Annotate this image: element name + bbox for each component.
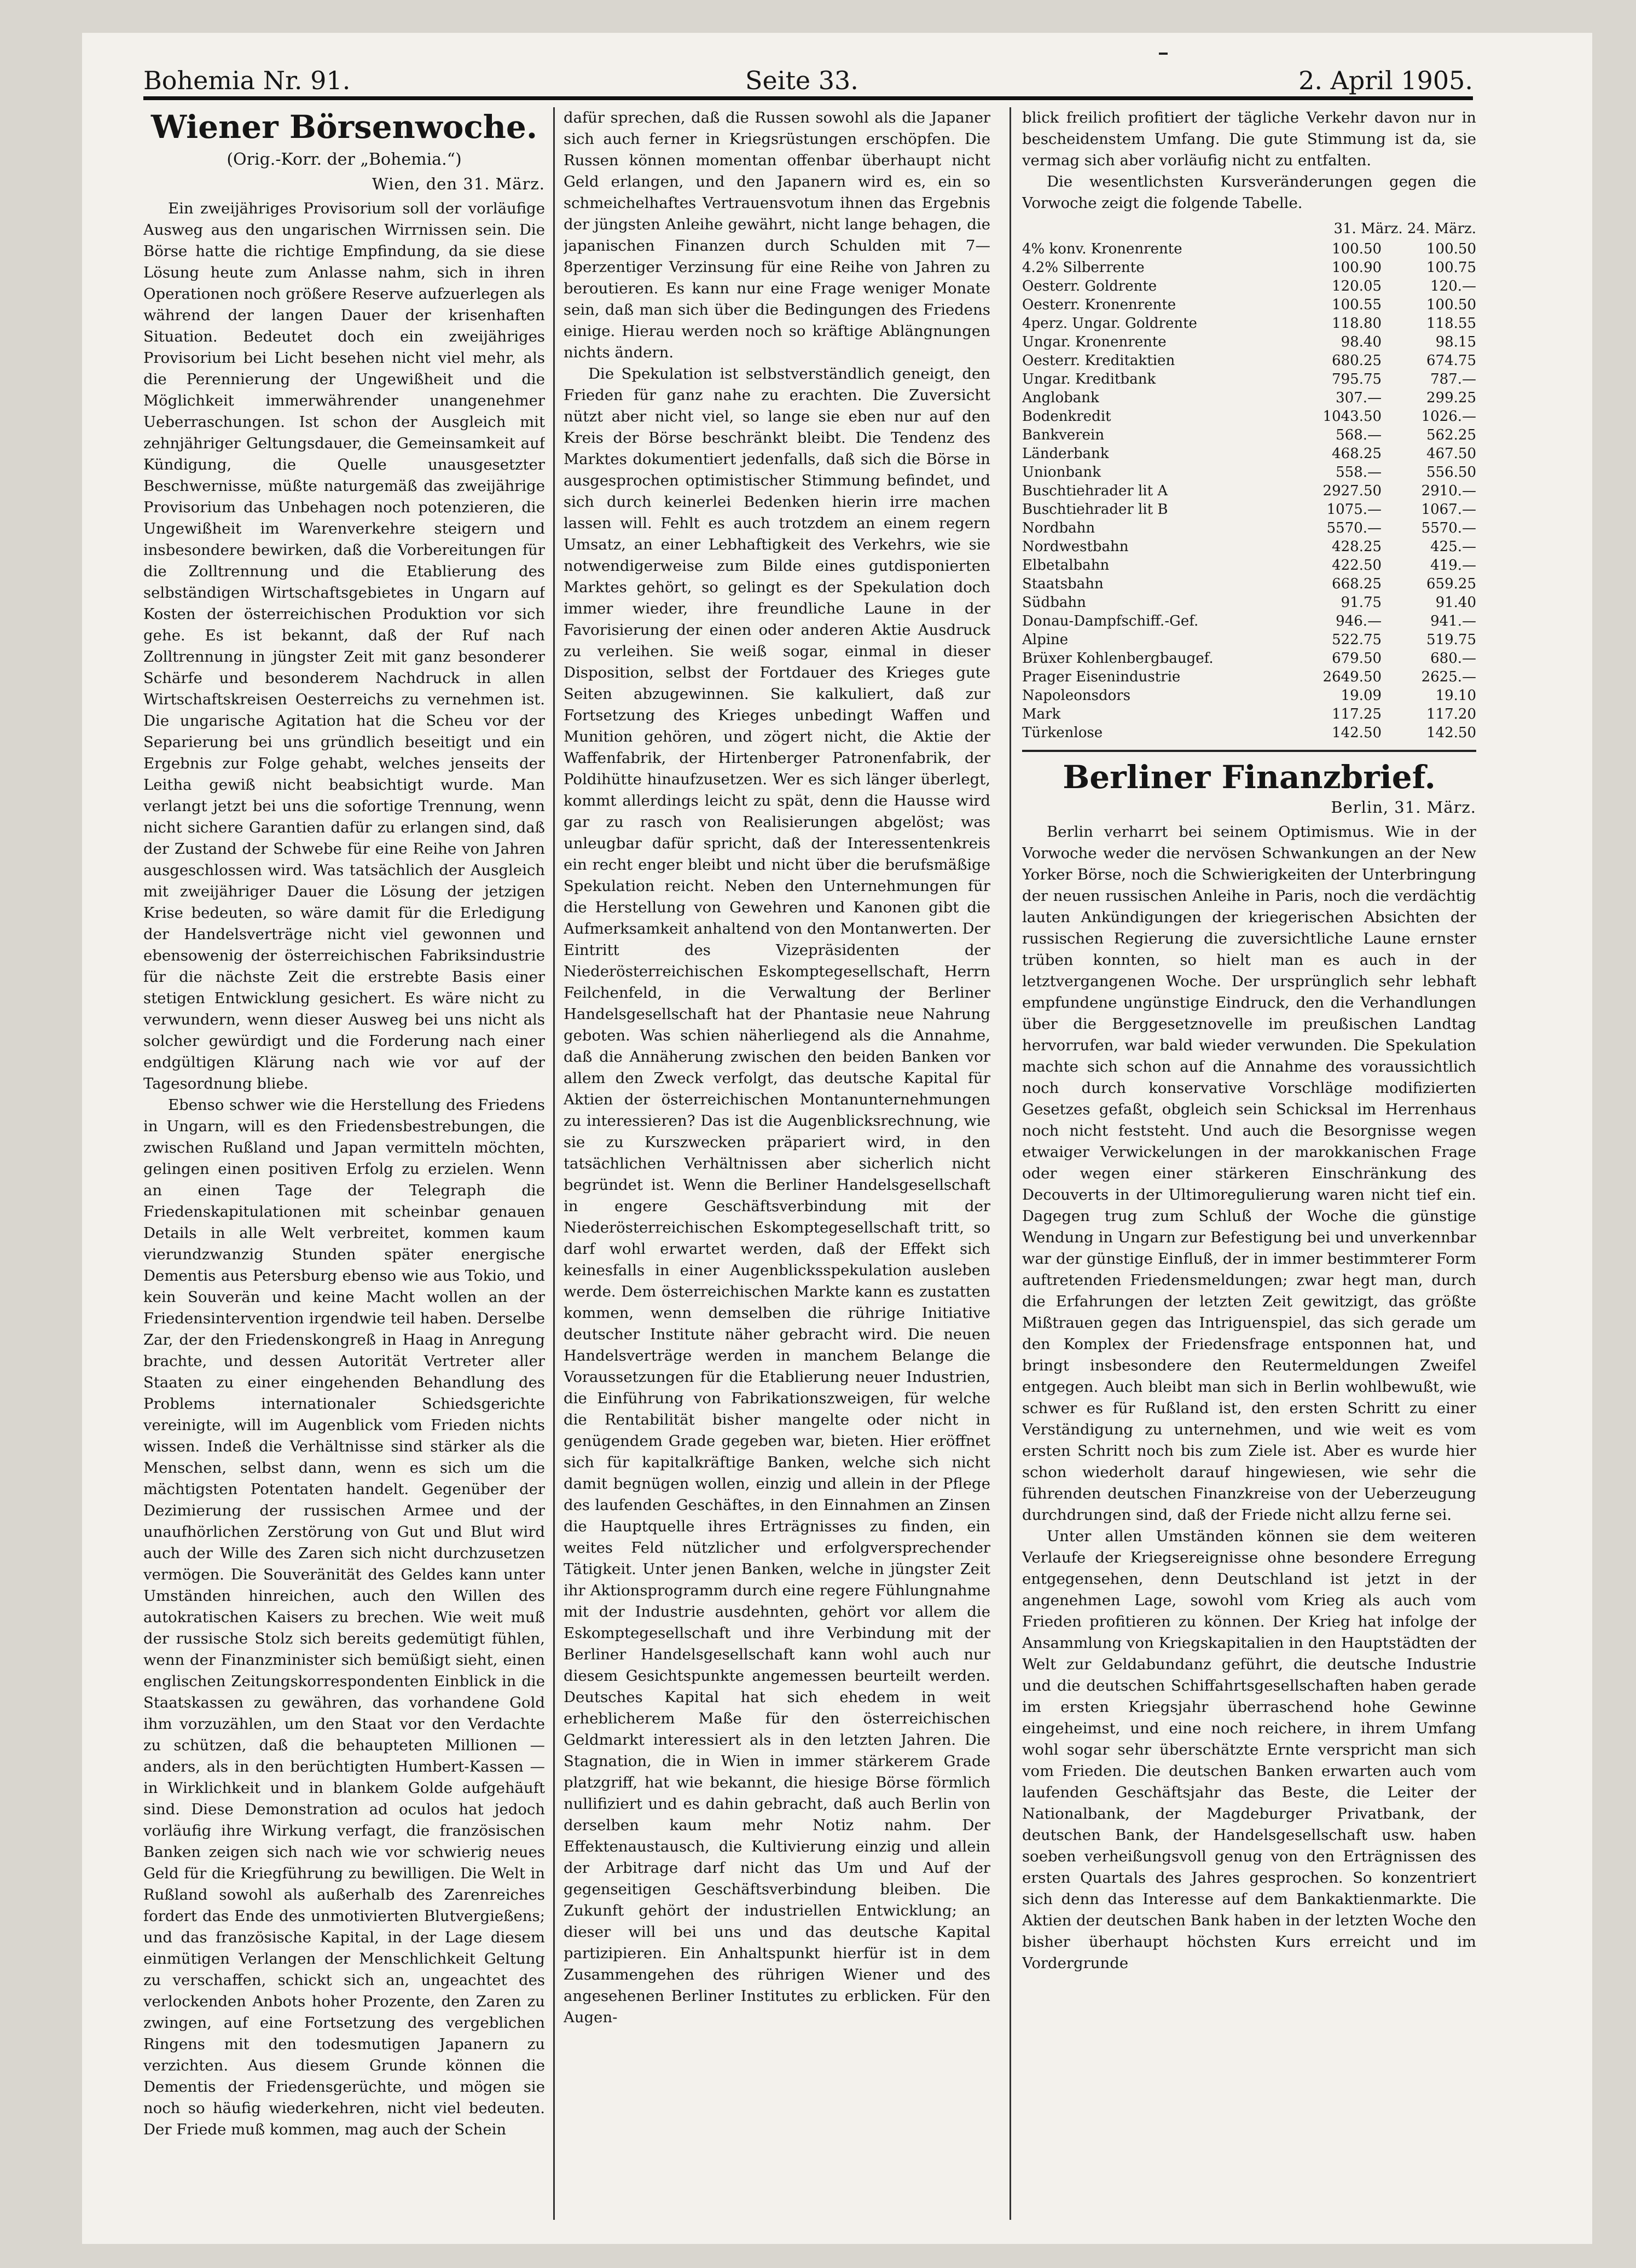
price-24-maerz: 467.50 [1426,445,1476,462]
price-24-maerz: 680.— [1430,650,1476,667]
table-row [1022,258,1476,277]
price-24-maerz: 100.75 [1426,259,1476,276]
column-3 [1022,107,1476,2231]
security-name: Ungar. Kreditbank [1022,371,1156,387]
security-name: 4perz. Ungar. Goldrente [1022,315,1197,332]
page-header [143,61,1473,100]
article-title-berliner: Berliner Finanzbrief. [1063,759,1436,796]
price-24-maerz: 98.15 [1435,334,1476,350]
column-2 [564,107,990,2231]
price-31-maerz: 2927.50 [1322,483,1382,499]
security-name: Prager Eisenindustrie [1022,669,1181,685]
price-24-maerz: 562.25 [1426,427,1476,443]
security-name: Mark [1022,706,1061,722]
article-paragraph: Ein zweijähriges Provisorium soll der vorläufige Ausweg aus den ungarischen Wirrnissen sein. Die Börse hatte die richtige Empfindung, da sie diese Lösung heute zum Anlasse nahm, sich in ihren Operationen noch größere Reserve aufzuerlegen als während der langen Dauer der krisenhaften Situation. Bedeutet doch ein zweijähriges Provisorium bei Licht besehen nicht viel mehr, als die Perennierung der Ungewißheit und die Möglichkeit immerwährender unangenehmer Ueberraschungen. Ist schon der Ausgleich mit zehnjähriger Geltungsdauer, die Gemeinsamkeit auf Kündigung, die Quelle unausgesetzter Beschwernisse, müßte naturgemäß das zweijährige Provisorium das Unbehagen noch potenzieren, die Ungewißheit im Warenverkehre steigern und insbesondere bewirken, daß die Vorbereitungen für die Zolltrennung und die Etablierung des selbständigen Wirtschaftsgebietes in Ungarn auf Kosten der österreichischen Produktion vor sich gehe. Es ist bekannt, daß der Ruf nach Zolltrennung in jüngster Zeit mit ganz besonderer Schärfe und besonderem Nachdruck in allen Wirtschaftskreisen Oesterreichs zu vernehmen ist. Die ungarische Agitation hat die Scheu vor der Separierung bei uns gründlich beseitigt und ein Ergebnis zur Folge gehabt, welches jenseits der Leitha gewiß nicht beabsichtigt wurde. Man verlangt jetzt bei uns die sofortige Trennung, wenn nicht sichere Garantien dafür zu erlangen sind, daß der Zustand der Schwebe für eine Reihe von Jahren ausgeschlossen wird. Was tatsächlich der Ausgleich mit zweijähriger Dauer die Lösung der jetzigen Krise bedeuten, so wäre damit für die Erledigung der Handelsverträge nicht viel gewonnen und ebensowenig der österreichischen Fabriksindustrie für die nächste Zeit die erstrebte Basis einer stetigen Entwicklung gesichert. Es wäre nicht zu verwundern, wenn dieser Ausweg bei uns nicht als solcher gewürdigt und die Forderung nach einer endgültigen Klärung nach wie vor auf der Tagesordnung bliebe. [143,200,545,1092]
article-subtitle: (Orig.-Korr. der „Bohemia.“) [227,150,462,169]
table-row [1022,556,1476,575]
price-24-maerz: 299.25 [1426,390,1476,406]
security-name: Bankverein [1022,427,1105,443]
security-name: 4.2% Silberrente [1022,259,1145,276]
table-row [1022,240,1476,258]
table-row [1022,296,1476,314]
column-1 [143,107,545,2231]
price-31-maerz: 795.75 [1332,371,1382,387]
table-row [1022,407,1476,426]
price-31-maerz: 307.— [1336,390,1382,406]
price-24-maerz: 5570.— [1421,520,1476,536]
table-row [1022,612,1476,630]
article-paragraph: dafür sprechen, daß die Russen sowohl als die Japaner sich auch ferner in Kriegsrüstungen erschöpfen. Die Russen können momentan offenbar überhaupt nicht Geld erlangen, und den Japanern wird es, ein so schmeichelhaftes Vertrauensvotum ihnen das Ergebnis der jüngsten Anleihe gewährt, nicht lange behagen, die japanischen Finanzen durch Schulden mit 7—8perzentiger Verzinsung für eine Reihe von Jahren zu beroutieren. Es kann nur eine Frage weniger Monate sein, daß man sich über die Bedingungen des Friedens einige. Hierau werden noch so kräftige Ablängnungen nichts ändern. [564,109,990,361]
table-row [1022,370,1476,389]
security-name: Ungar. Kronenrente [1022,334,1167,350]
price-31-maerz: 679.50 [1332,650,1382,667]
price-31-maerz: 2649.50 [1322,669,1382,685]
price-24-maerz: 118.55 [1426,315,1476,332]
price-31-maerz: 19.09 [1341,687,1382,704]
table-row [1022,649,1476,668]
article-dateline: Wien, den 31. März. [372,175,545,193]
price-24-maerz: 556.50 [1426,464,1476,481]
price-24-maerz: 674.75 [1426,352,1476,369]
price-24-maerz: 1026.— [1421,408,1476,425]
price-31-maerz: 680.25 [1332,352,1382,369]
table-row [1022,686,1476,705]
price-24-maerz: 1067.— [1421,501,1476,518]
price-31-maerz: 568.— [1336,427,1382,443]
article-paragraph: Berlin verharrt bei seinem Optimismus. Wie in der Vorwoche weder die nervösen Schwankungen an der New Yorker Börse, noch die Schwierigkeiten der Unterbringung der neuen russischen Anleihe in Paris, noch die verdächtig lauten Ankündigungen der kriegerischen Absichten der russischen Regierung die zuversichtliche Laune ernster trüben konnten, so hielt man es auch in der letztvergangenen Woche. Der ursprünglich sehr lebhaft empfundene ungünstige Eindruck, den die Verhandlungen über die Berggesetznovelle im preußischen Landtag hervorrufen, war bald wieder verwunden. Die Spekulation machte sich schon auf die Annahme des voraussichtlich noch durch konservative Vorschläge modifizierten Gesetzes gefaßt, obgleich sein Schicksal im Herrenhaus noch nicht feststeht. Und auch die Besorgnisse wegen etwaiger Verwickelungen in der marokkanischen Frage oder wegen einer stärkeren Einschränkung des Decouverts in der Ultimoregulierung waren nicht tief ein. Dagegen trug zum Schluß der Woche die günstige Wendung in Ungarn zur Befestigung bei und unverkennbar war der günstige Einfluß, der in immer bestimmterer Form auftretenden Friedensmeldungen; zwar hegt man, durch die Erfahrungen der letzten Zeit gewitzigt, das größte Mißtrauen gegen das Intriguenspiel, das sich gerade um den Komplex der Friedensfrage entsponnen hat, und bringt insbesondere den Reutermeldungen Zweifel entgegen. Auch bleibt man sich in Berlin wohlbewußt, wie schwer es für Rußland ist, den ersten Schritt zu einer Verständigung zu unternehmen, und wie weit es vom ersten Schritt noch bis zum Ziele ist. Aber es wurde hier schon wiederholt darauf hingewiesen, wie sehr die führenden deutschen Finanzkreise von der Ueberzeugung durchdrungen sind, daß der Friede nicht allzu ferne sei. [1022,823,1476,1524]
price-24-maerz: 117.20 [1426,706,1476,722]
price-31-maerz: 118.80 [1332,315,1382,332]
security-name: Länderbank [1022,445,1109,462]
security-name: Oesterr. Goldrente [1022,278,1157,294]
table-row [1022,537,1476,556]
header-date: 2. April 1905. [1298,66,1473,95]
price-24-maerz: 142.50 [1426,725,1476,741]
security-name: Elbetalbahn [1022,557,1110,574]
price-31-maerz: 1043.50 [1322,408,1382,425]
article-dateline-berlin: Berlin, 31. März. [1331,798,1476,817]
price-31-maerz: 100.90 [1332,259,1382,276]
security-name: Buschtiehrader lit B [1022,501,1168,518]
table-row [1022,593,1476,612]
security-name: Brüxer Kohlenbergbaugef. [1022,650,1214,667]
table-row [1022,575,1476,593]
table-row [1022,500,1476,519]
article-title-wiener: Wiener Börsenwoche. [150,108,538,146]
security-name: Oesterr. Kronenrente [1022,297,1176,313]
price-24-maerz: 787.— [1430,371,1476,387]
price-31-maerz: 422.50 [1332,557,1382,574]
column-divider-1 [553,107,555,2220]
price-24-maerz: 100.50 [1426,297,1476,313]
security-name: Donau-Dampfschiff.-Gef. [1022,613,1199,629]
header-rule [143,96,1473,100]
header-page-number: Seite 33. [745,66,858,95]
price-31-maerz: 142.50 [1332,725,1382,741]
price-24-maerz: 120.— [1430,278,1476,294]
price-31-maerz: 100.55 [1332,297,1382,313]
column-divider-2 [1010,107,1011,2220]
table-row [1022,668,1476,686]
table-row [1022,333,1476,351]
stock-price-table [1022,240,1476,742]
price-31-maerz: 5570.— [1326,520,1382,536]
security-name: Buschtiehrader lit A [1022,483,1168,499]
security-name: Napoleonsdors [1022,687,1131,704]
table-row [1022,519,1476,537]
security-name: Alpine [1022,632,1069,648]
price-24-maerz: 659.25 [1426,576,1476,592]
price-31-maerz: 98.40 [1341,334,1382,350]
security-name: Nordwestbahn [1022,539,1129,555]
price-24-maerz: 91.40 [1435,594,1476,611]
table-rule [1022,750,1476,752]
table-row [1022,444,1476,463]
security-name: 4% konv. Kronenrente [1022,241,1182,257]
price-31-maerz: 522.75 [1332,632,1382,648]
table-row [1022,724,1476,742]
security-name: Türkenlose [1022,725,1103,741]
table-row [1022,630,1476,649]
table-row [1022,705,1476,724]
price-31-maerz: 91.75 [1341,594,1382,611]
security-name: Nordbahn [1022,520,1095,536]
price-24-maerz: 19.10 [1435,687,1476,704]
table-row [1022,351,1476,370]
article-paragraph: Unter allen Umständen können sie dem weiteren Verlaufe der Kriegsereignisse ohne besondere Erregung entgegensehen, denn Deutschland ist jetzt in der angenehmen Lage, sowohl vom Krieg als auch vom Frieden profitieren zu können. Der Krieg hat infolge der Ansammlung von Kriegskapitalien in den Hauptstädten der Welt zur Geldabundanz geführt, die deutsche Industrie und die deutschen Schiffahrtsgesellschaften haben gerade im ersten Kriegsjahr überraschend hohe Gewinne eingeheimst, und eine noch reichere, in ihrem Umfang wohl sogar sehr überschätzte Ernte verspricht man sich vom Frieden. Die deutschen Banken erwarten auch vom laufenden Geschäftsjahr das Beste, die Leiter der Nationalbank, der Magdeburger Privatbank, der deutschen Bank, der Handelsgesellschaft usw. haben soeben verheißungsvoll genug von den Erträgnissen des ersten Quartals des Jahres gesprochen. So konzentriert sich denn das Interesse auf dem Bankaktienmarkte. Die Aktien der deutschen Bank haben in der letzten Woche den bisher überhaupt höchsten Kurs erreicht und im Vordergrunde [1022,1528,1476,1972]
price-31-maerz: 1075.— [1326,501,1382,518]
article-paragraph: Die Spekulation ist selbstverständlich geneigt, den Frieden für ganz nahe zu erachten. Die Zuversicht nützt aber nicht viel, so lange sie eben nur auf den Kreis der Börse beschränkt bleibt. Die Tendenz des Marktes dokumentiert jedenfalls, daß sich die Börse in ausgesprochen optimistischer Stimmung befindet, und sich durch keinerlei Bedenken hierin irre machen lassen will. Fehlt es auch trotzdem an einem regern Umsatz, an einer Lebhaftigkeit des Verkehrs, wie sie notwendigerweise zum Bilde eines gutdisponierten Marktes gehört, so gelingt es der Spekulation doch immer wieder, ihre freundliche Laune in der Favorisierung der einen oder anderen Aktie Ausdruck zu verleihen. Sie weiß sogar, einmal in dieser Disposition, selbst der Fortdauer des Krieges gute Seiten abzugewinnen. Sie kalkuliert, daß zur Fortsetzung des Krieges unbedingt Waffen und Munition gehören, und zögert nicht, die Aktie der Waffenfabrik, der Hirtenberger Patronenfabrik, der Poldihütte hinaufzusetzen. Wer es sich länger überlegt, kommt allerdings leicht zu spät, denn die Hausse wird gar zu rasch von Realisierungen abgelöst; was unleugbar dafür spricht, daß der Interessentenkreis ein recht enger bleibt und nicht über die berufsmäßige Spekulation reicht. Neben den Unternehmungen für die Herstellung von Gewehren und Kanonen gibt die Aufmerksamkeit anhaltend von den Montanwerten. Der Eintritt des Vizepräsidenten der Niederösterreichischen Eskomptegesellschaft, Herrn Feilchenfeld, in die Verwaltung der Berliner Handelsgesellschaft hat der Phantasie neue Nahrung geboten. Was schien näherliegend als die Annahme, daß die Annäherung zwischen den beiden Banken vor allem den Zweck verfolgt, das deutsche Kapital für Aktien der österreichischen Montanunternehmungen zu interessieren? Das ist die Augenblicksrechnung, wie sie zu Kurszwecken präpariert wird, in den tatsächlichen Verhältnissen aber sicherlich nicht begründet ist. Wenn die Berliner Handelsgesellschaft in engere Geschäftsverbindung mit der Niederösterreichischen Eskomptegesellschaft tritt, so darf wohl erwartet werden, daß der Effekt sich keinesfalls in einer Augenblicksspekulation ausleben werde. Dem österreichischen Markte kann es zustatten kommen, wenn demselben die rührige Initiative deutscher Institute näher gebracht wird. Die neuen Handelsverträge werden in manchem Belange die Voraussetzungen für die Etablierung neuer Industrien, die Einführung von Fabrikationszweigen, für welche die Rentabilität bisher mangelte oder nicht in genügendem Grade gegeben war, bieten. Hier eröffnet sich für kapitalkräftige Banken, welche sich nicht damit begnügen wollen, einzig und allein in der Pflege des laufenden Geschäftes, in den Einnahmen an Zinsen die Hauptquelle ihres Erträgnisses zu finden, ein weites Feld nützlicher und erfolgversprechender Tätigkeit. Unter jenen Banken, welche in jüngster Zeit ihr Aktionsprogramm durch eine regere Fühlungnahme mit der Industrie ausdehnten, gehört vor allem die Eskomptegesellschaft und ihre Verbindung mit der Berliner Handelsgesellschaft kann wohl auch nur diesem Gesichtspunkte angemessen beurteilt werden. Deutsches Kapital hat sich ehedem in weit erheblicherem Maße für den österreichischen Geldmarkt interessiert als in den letzten Jahren. Die Stagnation, die in Wien in immer stärkerem Grade platzgriff, hat wie bekannt, die hiesige Börse förmlich nullifiziert und es dahin gebracht, daß auch Berlin von derselben kaum mehr Notiz nahm. Der Effektenaustausch, die Kultivierung einzig und allein der Arbitrage darf nicht das Um und Auf der gegenseitigen Geschäftsverbindung bleiben. Die Zukunft gehört der industriellen Entwicklung; an dieser will bei uns und das deutsche Kapital partizipieren. Ein Anhaltspunkt hierfür ist in dem Zusammengehen des rührigen Wiener und des angesehenen Berliner Institutes zu erblicken. Für den Augen- [564,365,990,2026]
security-name: Bodenkredit [1022,408,1111,425]
price-24-maerz: 425.— [1430,539,1476,555]
price-24-maerz: 100.50 [1426,241,1476,257]
print-speck [1159,53,1168,55]
price-31-maerz: 100.50 [1332,241,1382,257]
table-row [1022,277,1476,296]
article-paragraph: Ebenso schwer wie die Herstellung des Friedens in Ungarn, will es den Friedensbestrebungen, die zwischen Rußland und Japan vermitteln möchten, gelingen einen positiven Erfolg zu erzielen. Wenn an einen Tage der Telegraph die Friedenskapitulationen mit scheinbar genauen Details in alle Welt verbreitet, kommen kaum vierundzwanzig Stunden später energische Dementis aus Petersburg ebenso wie aus Tokio, und kein Souverän und keine Macht wollen an der Friedensintervention irgendwie teil haben. Derselbe Zar, der den Friedenskongreß in Haag in Anregung brachte, und dessen Autorität Vertreter aller Staaten zu einer eingehenden Behandlung des Problems internationaler Schiedsgerichte vereinigte, will im Augenblick vom Frieden nichts wissen. Indeß die Verhältnisse sind stärker als die Menschen, selbst dann, wenn es sich um die mächtigsten Potentaten handelt. Gegenüber der Dezimierung der russischen Armee und der unaufhörlichen Zerstörung von Gut und Blut wird auch der Wille des Zaren sich nicht durchzusetzen vermögen. Die Souveränität des Geldes kann unter Umständen hinreichen, auch den Willen des autokratischen Kaisers zu brechen. Wie weit muß der russische Stolz sich bereits gedemütigt fühlen, wenn der Finanzminister sich bemüßigt sieht, einen englischen Zeitungskorrespondenten Einblick in die Staatskassen zu gewähren, das vorhandene Gold ihm vorzuzählen, um den Staat vor den Verdachte zu schützen, daß die behaupteten Millionen — anders, als in den berüchtigten Humbert-Kassen — in Wirklichkeit und in blankem Golde aufgehäuft sind. Diese Demonstration ad oculos hat jedoch vorläufig ihre Wirkung verfagt, die französischen Banken zeigen sich nach wie vor schwierig neues Geld für die Kriegführung zu bewilligen. Die Welt in Rußland sowohl als außerhalb des Zarenreiches fordert das Ende des unmotivierten Blutvergießens; und das französische Kapital, in der Lage diesem einmütigen Verlangen der Menschlichkeit Geltung zu verschaffen, schickt sich an, ungeachtet des verlockenden Anbots hoher Prozente, den Zaren zu zwingen, auf eine Fortsetzung des vergeblichen Ringens mit den todesmutigen Japanern zu verzichten. Aus diesem Grunde können die Dementis der Friedensgerüchte, und mögen sie noch so häufig wiederkehren, nicht viel bedeuten. Der Friede muß kommen, mag auch der Schein [143,1096,545,2138]
price-31-maerz: 117.25 [1332,706,1382,722]
price-24-maerz: 941.— [1430,613,1476,629]
security-name: Staatsbahn [1022,576,1104,592]
article-paragraph: blick freilich profitiert der tägliche Verkehr davon nur in bescheidenstem Umfang. Die gute Stimmung ist da, sie vermag sich aber vorläufig nicht zu entfalten. [1022,109,1476,169]
table-row [1022,426,1476,444]
security-name: Anglobank [1022,390,1099,406]
price-24-maerz: 2625.— [1421,669,1476,685]
table-row [1022,314,1476,333]
price-31-maerz: 428.25 [1332,539,1382,555]
price-31-maerz: 668.25 [1332,576,1382,592]
table-header: 31. März. 24. März. [1333,221,1476,237]
article-paragraph: Die wesentlichsten Kursveränderungen gegen die Vorwoche zeigt die folgende Tabelle. [1022,173,1476,212]
price-24-maerz: 519.75 [1426,632,1476,648]
table-row [1022,482,1476,500]
header-masthead: Bohemia Nr. 91. [143,66,351,95]
table-row [1022,389,1476,407]
price-31-maerz: 558.— [1336,464,1382,481]
security-name: Unionbank [1022,464,1101,481]
price-31-maerz: 468.25 [1332,445,1382,462]
price-31-maerz: 120.05 [1332,278,1382,294]
table-row [1022,463,1476,482]
price-24-maerz: 2910.— [1421,483,1476,499]
security-name: Oesterr. Kreditaktien [1022,352,1175,369]
security-name: Südbahn [1022,594,1086,611]
price-31-maerz: 946.— [1336,613,1382,629]
price-24-maerz: 419.— [1430,557,1476,574]
